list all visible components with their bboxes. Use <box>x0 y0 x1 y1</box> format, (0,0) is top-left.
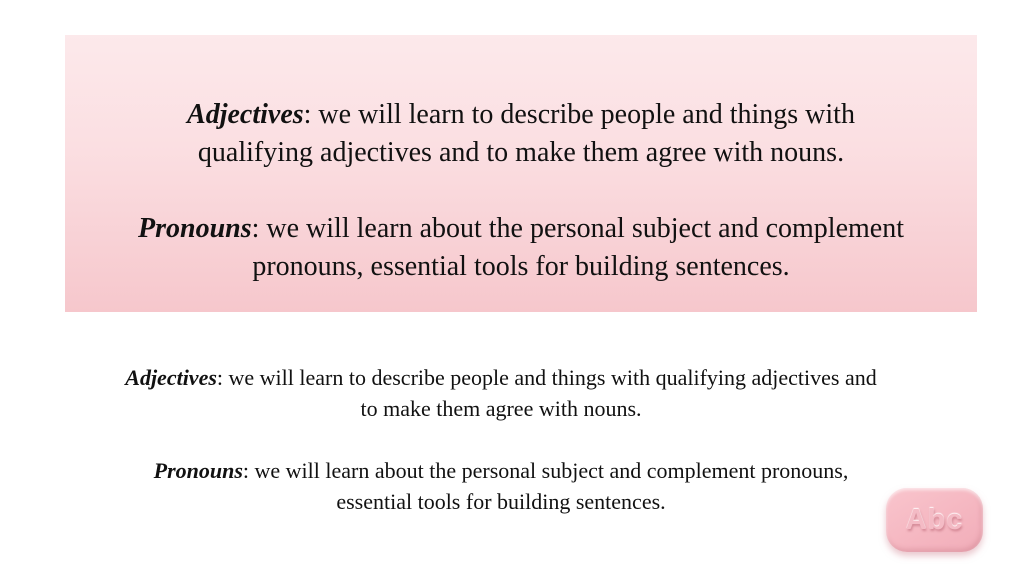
box-paragraph-adjectives <box>85 96 957 172</box>
pronouns-term: Pronouns <box>153 458 243 483</box>
box-paragraph-pronouns <box>85 210 957 286</box>
box-adjectives-line-1 <box>85 96 957 134</box>
abc-badge <box>886 488 983 552</box>
abc-badge-label: Abc <box>905 503 964 536</box>
body-text-block <box>39 362 963 517</box>
body-pronouns-line-1 <box>39 455 963 486</box>
adjectives-term: Adjectives <box>187 99 304 130</box>
pronouns-text: : we will learn about the personal subject and complement pronouns, <box>242 458 849 483</box>
box-pronouns-line-1 <box>85 210 957 248</box>
box-pronouns-line-2: pronouns, essential tools for building sentences. <box>252 251 790 282</box>
body-pronouns-line-2: essential tools for building sentences. <box>336 489 666 514</box>
pronouns-text: : we will learn about the personal subject and complement <box>251 213 904 244</box>
body-adjectives-line-2: to make them agree with nouns. <box>360 396 642 421</box>
pronouns-term: Pronouns <box>138 213 252 244</box>
body-paragraph-pronouns <box>39 455 963 517</box>
body-paragraph-adjectives <box>39 362 963 424</box>
box-adjectives-line-2: qualifying adjectives and to make them agree with nouns. <box>197 137 845 168</box>
body-adjectives-line-1 <box>39 362 963 393</box>
adjectives-text: : we will learn to describe people and things with qualifying adjectives and <box>216 365 877 390</box>
adjectives-term: Adjectives <box>125 365 217 390</box>
summary-highlight-box <box>65 35 977 312</box>
adjectives-text: : we will learn to describe people and things with <box>303 99 855 130</box>
